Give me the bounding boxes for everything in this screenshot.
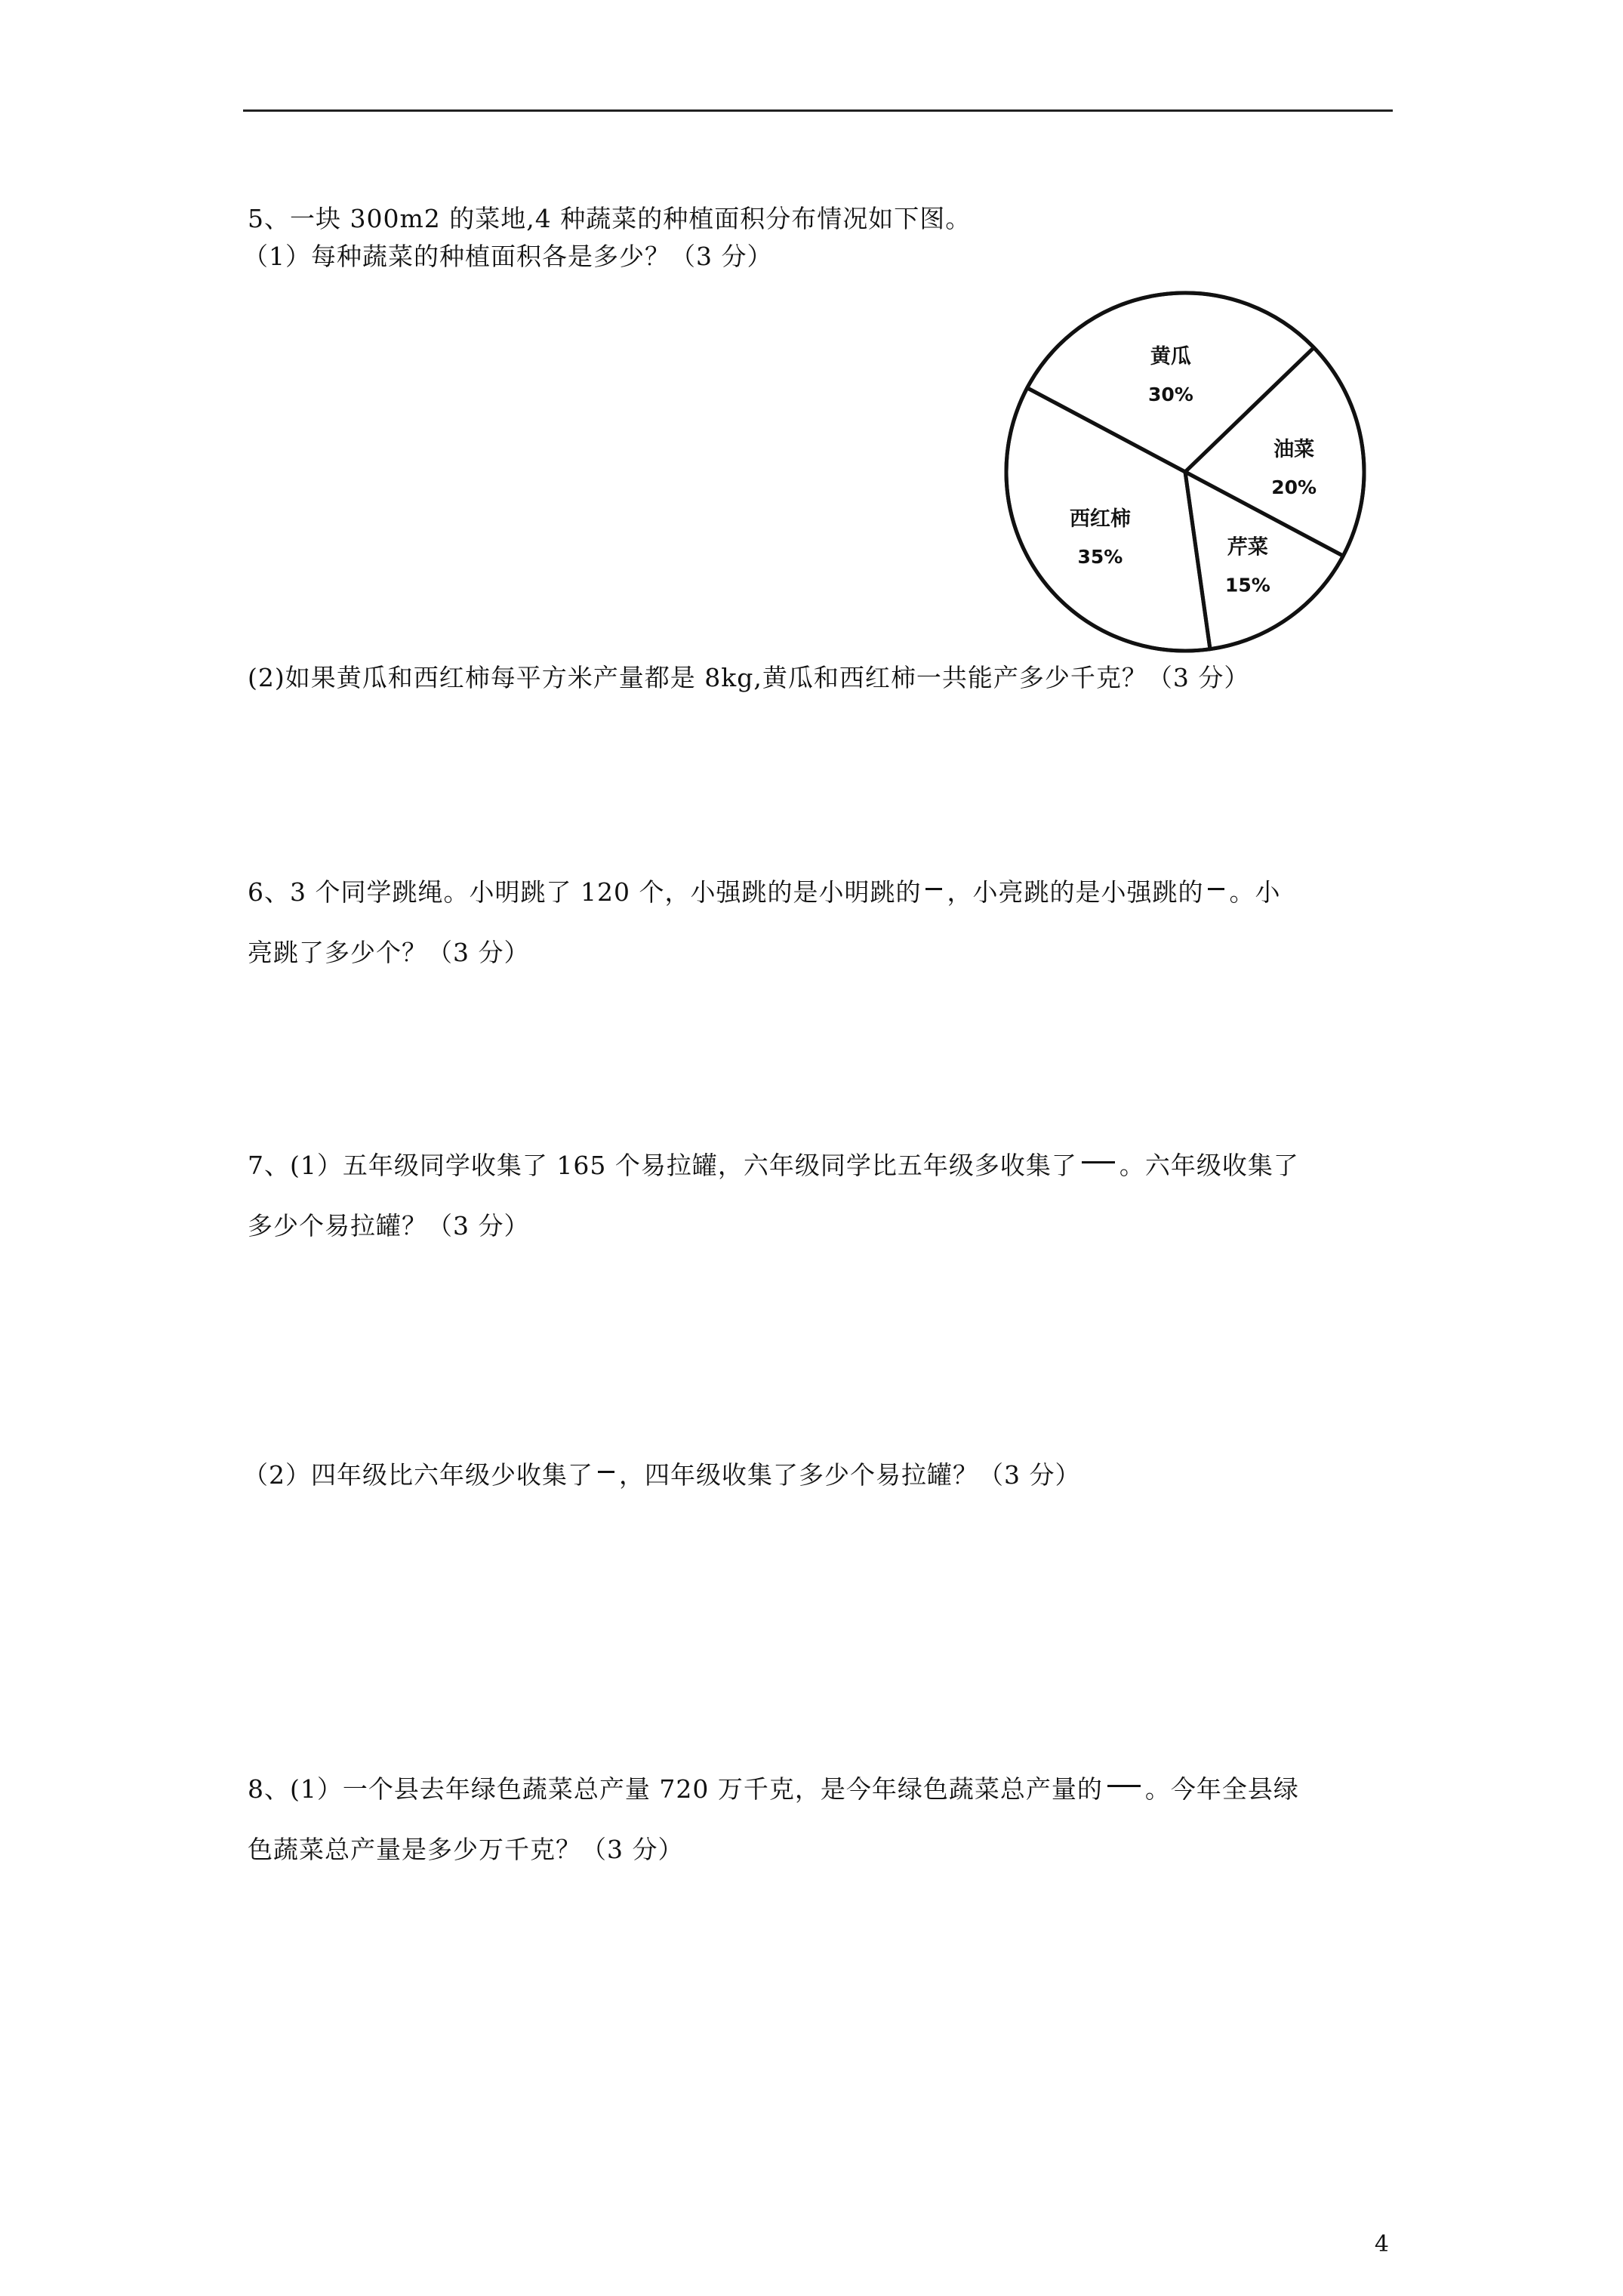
q6-line1-a: 6、3 个同学跳绳。小明跳了 120 个，小强跳的是小明跳的	[248, 877, 922, 907]
fraction-blank	[1082, 1161, 1115, 1163]
q8-line2: 色蔬菜总产量是多少万千克？（3 分）	[248, 1835, 684, 1864]
q6-line1-c: 。小	[1229, 877, 1281, 907]
pie-slice-label: 油菜	[1273, 437, 1315, 461]
q8-line1-a: 8、(1）一个县去年绿色蔬菜总产量 720 万千克，是今年绿色蔬菜总产量的	[248, 1774, 1103, 1804]
fraction-blank	[1107, 1785, 1141, 1787]
q6-line2: 亮跳了多少个？（3 分）	[248, 938, 530, 967]
q6-line1	[248, 876, 1280, 909]
pie-slice-percent: 30%	[1147, 383, 1193, 405]
q5-part1: （1）每种蔬菜的种植面积各是多少？（3 分）	[243, 242, 773, 271]
q5-part2: (2)如果黄瓜和西红柿每平方米产量都是 8kg,黄瓜和西红柿一共能产多少千克？（3 分）	[248, 663, 1250, 692]
q7-line1-a: 7、(1）五年级同学收集了 165 个易拉罐，六年级同学比五年级多收集了	[248, 1151, 1077, 1180]
q8-line1	[248, 1773, 1299, 1806]
q7-line1	[248, 1149, 1299, 1182]
fraction-blank	[1208, 888, 1224, 890]
q8-line1-b: 。今年全县绿	[1144, 1774, 1299, 1804]
q5-stem: 5、一块 300m2 的菜地,4 种蔬菜的种植面积分布情况如下图。	[248, 204, 972, 233]
pie-slice-percent: 20%	[1271, 476, 1317, 498]
q7-line1-b: 。六年级收集了	[1119, 1151, 1299, 1180]
pie-slice-label: 芹菜	[1227, 535, 1268, 559]
pie-slice-label: 黄瓜	[1150, 344, 1191, 368]
vegetable-area-pie-chart	[1000, 287, 1370, 657]
pie-slice-label: 西红柿	[1069, 507, 1131, 531]
q7-part2-b: ，四年级收集了多少个易拉罐？（3 分）	[619, 1460, 1081, 1490]
q7-part2-a: （2）四年级比六年级少收集了	[243, 1460, 593, 1490]
pie-slice-percent: 35%	[1077, 545, 1123, 568]
page-number: 4	[1374, 2231, 1389, 2257]
pie-slice-percent: 15%	[1224, 574, 1270, 596]
fraction-blank	[925, 888, 942, 890]
q7-line2: 多少个易拉罐？（3 分）	[248, 1211, 530, 1240]
fraction-blank	[598, 1471, 614, 1473]
q7-part2	[243, 1459, 1081, 1492]
header-rule	[243, 109, 1393, 112]
q6-line1-b: ，小亮跳的是小强跳的	[947, 877, 1204, 907]
